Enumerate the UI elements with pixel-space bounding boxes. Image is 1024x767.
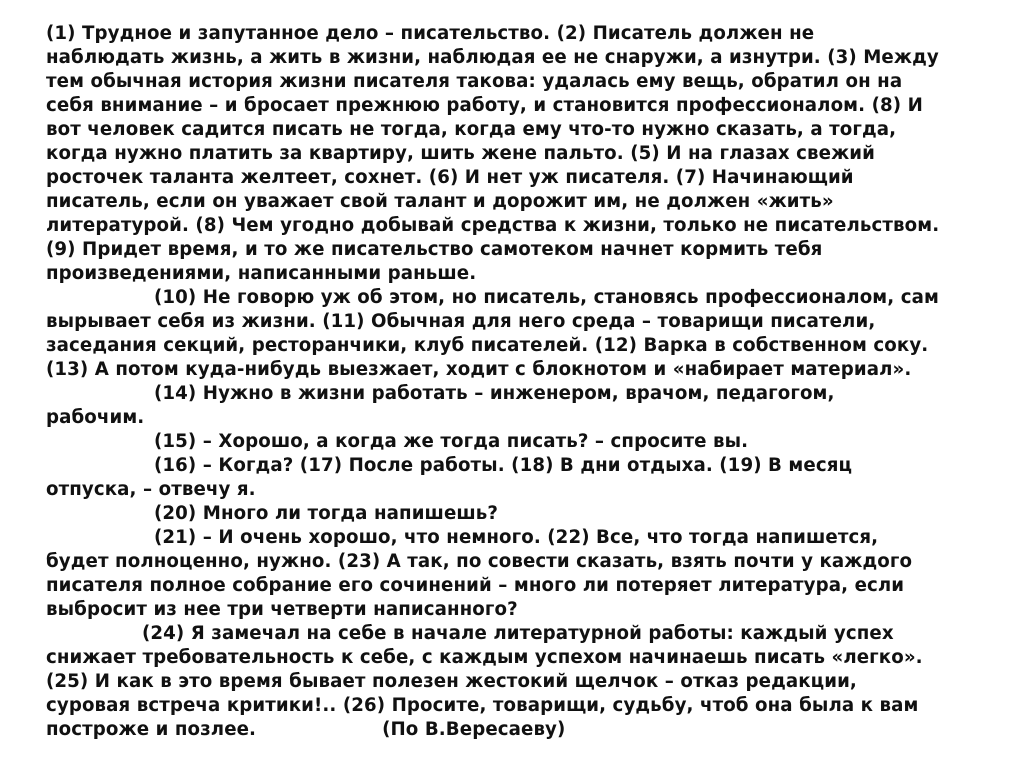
text-line: (13) А потом куда-нибудь выезжает, ходит с блокнотом и «набирает материал». <box>46 359 912 380</box>
text-line: себя внимание – и бросает прежнюю работу, и становится профессионалом. (8) И <box>46 95 923 116</box>
text-line: (24) Я замечал на себе в начале литературной работы: каждый успех <box>142 623 894 644</box>
text-line <box>46 718 1021 742</box>
text-line: (21) – И очень хорошо, что немного. (22) Все, что тогда напишется, <box>154 527 879 548</box>
text-line: росточек таланта желтеет, сохнет. (6) И нет уж писателя. (7) Начинающий <box>46 167 854 188</box>
text-fragment: суровая встреча критики!.. (26) Просите, товарищи, судьбу, чтоб она была к вам <box>46 695 919 716</box>
text-line: вот человек садится писать не тогда, когда ему что-то нужно сказать, а тогда, <box>46 119 897 140</box>
text-line: (9) Придет время, и то же писательство самотеком начнет кормить тебя <box>46 239 823 260</box>
text-line: (1) Трудное и запутанное дело – писательство. (2) Писатель должен не <box>46 23 815 44</box>
text-line: тем обычная история жизни писателя такова: удалась ему вещь, обратил он на <box>46 71 903 92</box>
text-line <box>46 694 1021 718</box>
text-line: вырывает себя из жизни. (11) Обычная для него среда – товарищи писатели, <box>46 311 876 332</box>
text-line: писатель, если он уважает свой талант и дорожит им, не должен «жить» <box>46 191 834 212</box>
text-line: (20) Много ли тогда напишешь? <box>154 503 499 524</box>
text-line: (16) – Когда? (17) После работы. (18) В дни отдыха. (19) В месяц <box>154 455 853 476</box>
text-line: снижает требовательность к себе, с каждым успехом начинаешь писать «легко». <box>46 647 923 668</box>
text-line: выбросит из нее три четверти написанного? <box>46 599 518 620</box>
text-line: когда нужно платить за квартиру, шить жене пальто. (5) И на глазах свежий <box>46 143 875 164</box>
text-block <box>46 22 1021 742</box>
text-line: литературой. (8) Чем угодно добывай средства к жизни, только не писательством. <box>46 215 940 236</box>
text-line: (14) Нужно в жизни работать – инженером, врачом, педагогом, <box>154 383 835 404</box>
text-line: произведениями, написанными раньше. <box>46 263 477 284</box>
text-line: (10) Не говорю уж об этом, но писатель, становясь профессионалом, сам <box>154 287 939 308</box>
source-attribution: (По В.Вересаеву) <box>382 719 566 740</box>
text-line: наблюдать жизнь, а жить в жизни, наблюдая ее не снаружи, а изнутри. (3) Между <box>46 47 939 68</box>
text-line: писателя полное собрание его сочинений – много ли потеряет литература, если <box>46 575 905 596</box>
text-line: (15) – Хорошо, а когда же тогда писать? – спросите вы. <box>154 431 749 452</box>
text-line: (25) И как в это время бывает полезен жестокий щелчок – отказ редакции, <box>46 671 857 692</box>
text-fragment: построже и позлее. <box>46 719 257 740</box>
text-line: рабочим. <box>46 407 145 428</box>
text-line: заседания секций, ресторанчики, клуб писателей. (12) Варка в собственном соку. <box>46 335 929 356</box>
text-line: будет полноценно, нужно. (23) А так, по совести сказать, взять почти у каждого <box>46 551 913 572</box>
text-line: отпуска, – отвечу я. <box>46 479 256 500</box>
